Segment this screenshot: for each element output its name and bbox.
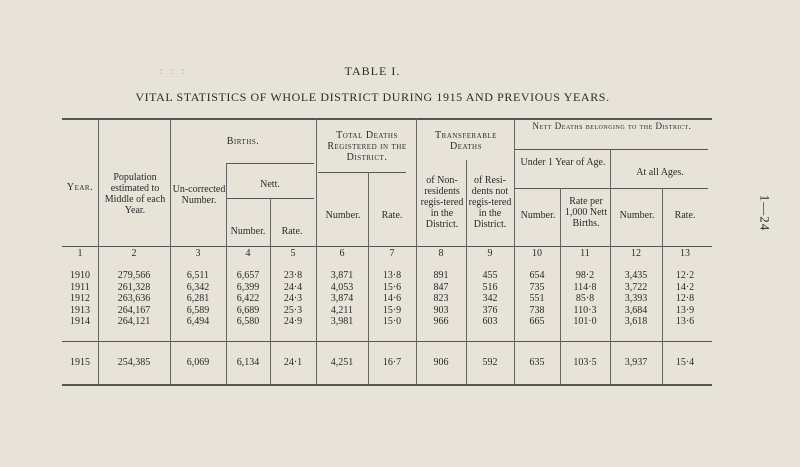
column-number-cell: 13 [680,248,690,259]
data-row-cell: 654 [529,270,545,281]
header-nett-rate: Rate. [281,226,303,237]
column-number-cell: 5 [290,248,296,259]
column-number-cell: 12 [631,248,641,259]
header-u1-rate: Rate per 1,000 Nett Births. [564,196,608,229]
data-row-cell: 13·9 [675,304,695,316]
header-td-rate: Rate. [381,210,403,221]
data-row-cell: 738 [529,304,545,316]
total-row-cell: 16·7 [382,357,402,368]
total-row-cell: 1915 [70,357,90,368]
header-nett: Nett. [260,179,280,190]
data-row-cell: 603 [482,316,498,327]
header-all-ages: At all Ages. [636,167,684,178]
age-sub-rule [514,188,708,189]
data-row-cell: 847 [433,281,449,293]
data-row-cell: 14·2 [675,281,695,293]
header-nett-number: Number. [230,226,266,237]
data-row-cell: 342 [482,293,498,304]
data-row-cell: 1913 [70,304,90,316]
data-row-cell: 3,874 [330,293,354,304]
data-row-cell: 110·3 [573,304,597,316]
data-row-cell: 376 [482,304,498,316]
total-row-cell: 24·1 [283,357,303,368]
data-row-cell: 516 [482,281,498,293]
data-row-cell: 279,566 [117,270,151,281]
total-row-cell: 635 [529,357,545,368]
column-number-cell: 2 [131,248,137,259]
data-row-cell: 264,167 [117,304,151,316]
data-row-cell: 23·8 [283,270,303,281]
data-row-cell: 3,618 [624,316,648,327]
total-row-cell: 6,134 [236,357,260,368]
data-row-cell: 6,589 [186,304,210,316]
column-number-cell: 9 [487,248,493,259]
total-row-cell: 4,251 [330,357,354,368]
column-number-cell: 1 [77,248,83,259]
data-row-cell: 6,342 [186,281,210,293]
header-transferable: Transferable Deaths [435,130,497,152]
total-row-cell: 254,385 [117,357,151,368]
col-rule [610,149,611,384]
data-row-cell: 6,689 [236,304,260,316]
column-number-cell: 11 [580,248,590,259]
data-row-cell: 15·0 [382,316,402,327]
data-row-cell: 891 [433,270,449,281]
data-row-cell: 15·6 [382,281,402,293]
data-row-cell: 4,211 [330,304,354,316]
total-row-cell: 3,937 [624,357,648,368]
data-row-cell: 665 [529,316,545,327]
total-row-cell: 103·5 [573,357,597,368]
data-row-cell: 85·8 [575,293,595,304]
data-row-cell: 6,511 [186,270,210,281]
header-bottom-rule [62,246,712,247]
data-row-cell: 3,435 [624,270,648,281]
deaths-sub-rule [318,172,406,173]
total-row-cell: 592 [482,357,498,368]
data-row-cell: 6,580 [236,316,260,327]
header-aa-number: Number. [619,210,655,221]
data-row-cell: 1911 [70,281,90,293]
data-row-cell: 24·9 [283,316,303,327]
table-top-rule [62,118,712,120]
total-top-rule [62,341,712,342]
header-population: Population estimated to Middle of each Year. [104,172,166,216]
header-total-deaths: Total Deaths Registered in the District. [327,130,407,163]
data-row-cell: 4,053 [330,281,354,293]
header-u1-number: Number. [520,210,556,221]
births-spacer [170,163,314,164]
header-births: Births. [226,136,260,147]
data-row-cell: 966 [433,316,449,327]
data-row-cell: 263,636 [117,293,151,304]
data-row-cell: 15·9 [382,304,402,316]
data-row-cell: 1914 [70,316,90,327]
header-under-1: Under 1 Year of Age. [520,157,606,168]
page-number: 1—24 [756,194,772,232]
data-row-cell: 551 [529,293,545,304]
header-aa-rate: Rate. [674,210,696,221]
header-residents: of Resi-dents not regis-tered in the District. [468,175,512,230]
data-row-cell: 1910 [70,270,90,281]
data-row-cell: 101·0 [573,316,597,327]
data-row-cell: 455 [482,270,498,281]
header-non-residents: of Non-residents regis-tered in the District. [420,175,464,230]
header-year: Year. [66,182,94,193]
nett-deaths-sub-rule [514,149,708,150]
data-row-cell: 24·3 [283,293,303,304]
data-row-cell: 1912 [70,293,90,304]
total-row-cell: 906 [433,357,449,368]
column-number-cell: 6 [339,248,345,259]
data-row-cell: 264,121 [117,316,151,327]
header-td-number: Number. [325,210,361,221]
data-row-cell: 6,494 [186,316,210,327]
data-row-cell: 98·2 [575,270,595,281]
data-row-cell: 261,328 [117,281,151,293]
data-row-cell: 735 [529,281,545,293]
table-subtitle: VITAL STATISTICS OF WHOLE DISTRICT DURING 1915 AND PREVIOUS YEARS. [135,90,610,104]
data-row-cell: 13·6 [675,316,695,327]
data-row-cell: 25·3 [283,304,303,316]
data-row-cell: 14·6 [382,293,402,304]
total-row-cell: 15·4 [675,357,695,368]
data-row-cell: 3,393 [624,293,648,304]
data-row-cell: 6,422 [236,293,260,304]
total-row-cell: 6,069 [186,357,210,368]
data-row-cell: 6,657 [236,270,260,281]
column-number-cell: 8 [438,248,444,259]
column-number-cell: 3 [195,248,201,259]
column-number-cell: 4 [245,248,251,259]
data-row-cell: 114·8 [573,281,597,293]
column-number-cell: 7 [389,248,395,259]
data-row-cell: 6,281 [186,293,210,304]
data-row-cell: 12·8 [675,293,695,304]
table-bottom-rule [62,384,712,386]
page-marks: : : : [160,66,188,76]
data-row-cell: 823 [433,293,449,304]
header-nett-deaths: Nett Deaths belonging to the District. [532,121,692,131]
column-number-cell: 10 [532,248,542,259]
data-row-cell: 24·4 [283,281,303,293]
data-row-cell: 3,871 [330,270,354,281]
table-title: TABLE I. [344,64,401,78]
data-row-cell: 903 [433,304,449,316]
data-row-cell: 3,722 [624,281,648,293]
data-row-cell: 13·8 [382,270,402,281]
header-uncorrected: Un-corrected Number. [172,184,226,206]
data-row-cell: 3,684 [624,304,648,316]
data-row-cell: 6,399 [236,281,260,293]
data-row-cell: 3,981 [330,316,354,327]
data-row-cell: 12·2 [675,270,695,281]
